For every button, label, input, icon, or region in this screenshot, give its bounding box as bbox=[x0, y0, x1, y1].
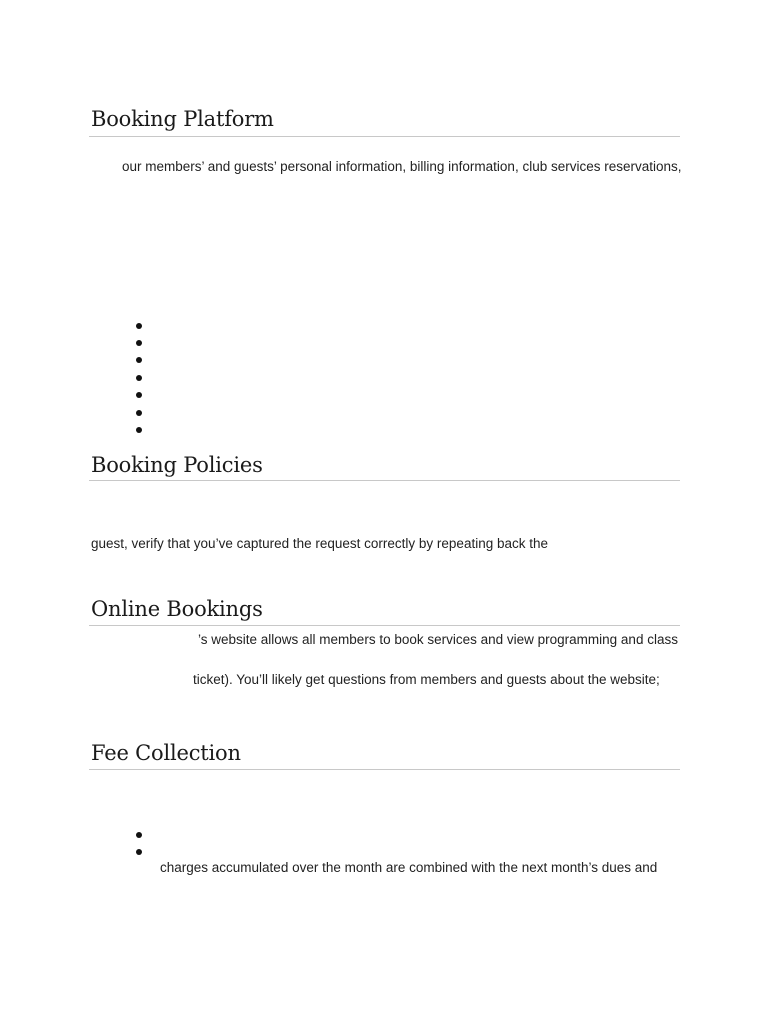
booking-platform-text: our members’ and guests’ personal information, billing information, club services reservations, bbox=[122, 159, 682, 174]
list-bullet bbox=[136, 340, 142, 346]
booking-platform-divider bbox=[89, 136, 680, 137]
list-bullet bbox=[136, 392, 142, 398]
list-bullet bbox=[136, 375, 142, 381]
online-bookings-text-1: ’s website allows all members to book services and view programming and class bbox=[198, 632, 678, 647]
online-bookings-heading: Online Bookings bbox=[91, 597, 263, 621]
booking-policies-text: guest, verify that you’ve captured the request correctly by repeating back the bbox=[91, 536, 549, 551]
online-bookings-divider bbox=[89, 625, 680, 626]
list-bullet bbox=[136, 410, 142, 416]
booking-platform-heading: Booking Platform bbox=[91, 107, 274, 131]
online-bookings-text-2: ticket). You’ll likely get questions from members and guests about the website; bbox=[193, 672, 660, 687]
fee-collection-divider bbox=[89, 769, 680, 770]
list-bullet bbox=[136, 323, 142, 329]
list-bullet bbox=[136, 849, 142, 855]
fee-collection-heading: Fee Collection bbox=[91, 741, 241, 765]
fee-collection-text: charges accumulated over the month are combined with the next month’s dues and bbox=[160, 860, 658, 875]
list-bullet bbox=[136, 357, 142, 363]
list-bullet bbox=[136, 427, 142, 433]
list-bullet bbox=[136, 832, 142, 838]
booking-policies-divider bbox=[89, 480, 680, 481]
booking-policies-heading: Booking Policies bbox=[91, 453, 263, 477]
